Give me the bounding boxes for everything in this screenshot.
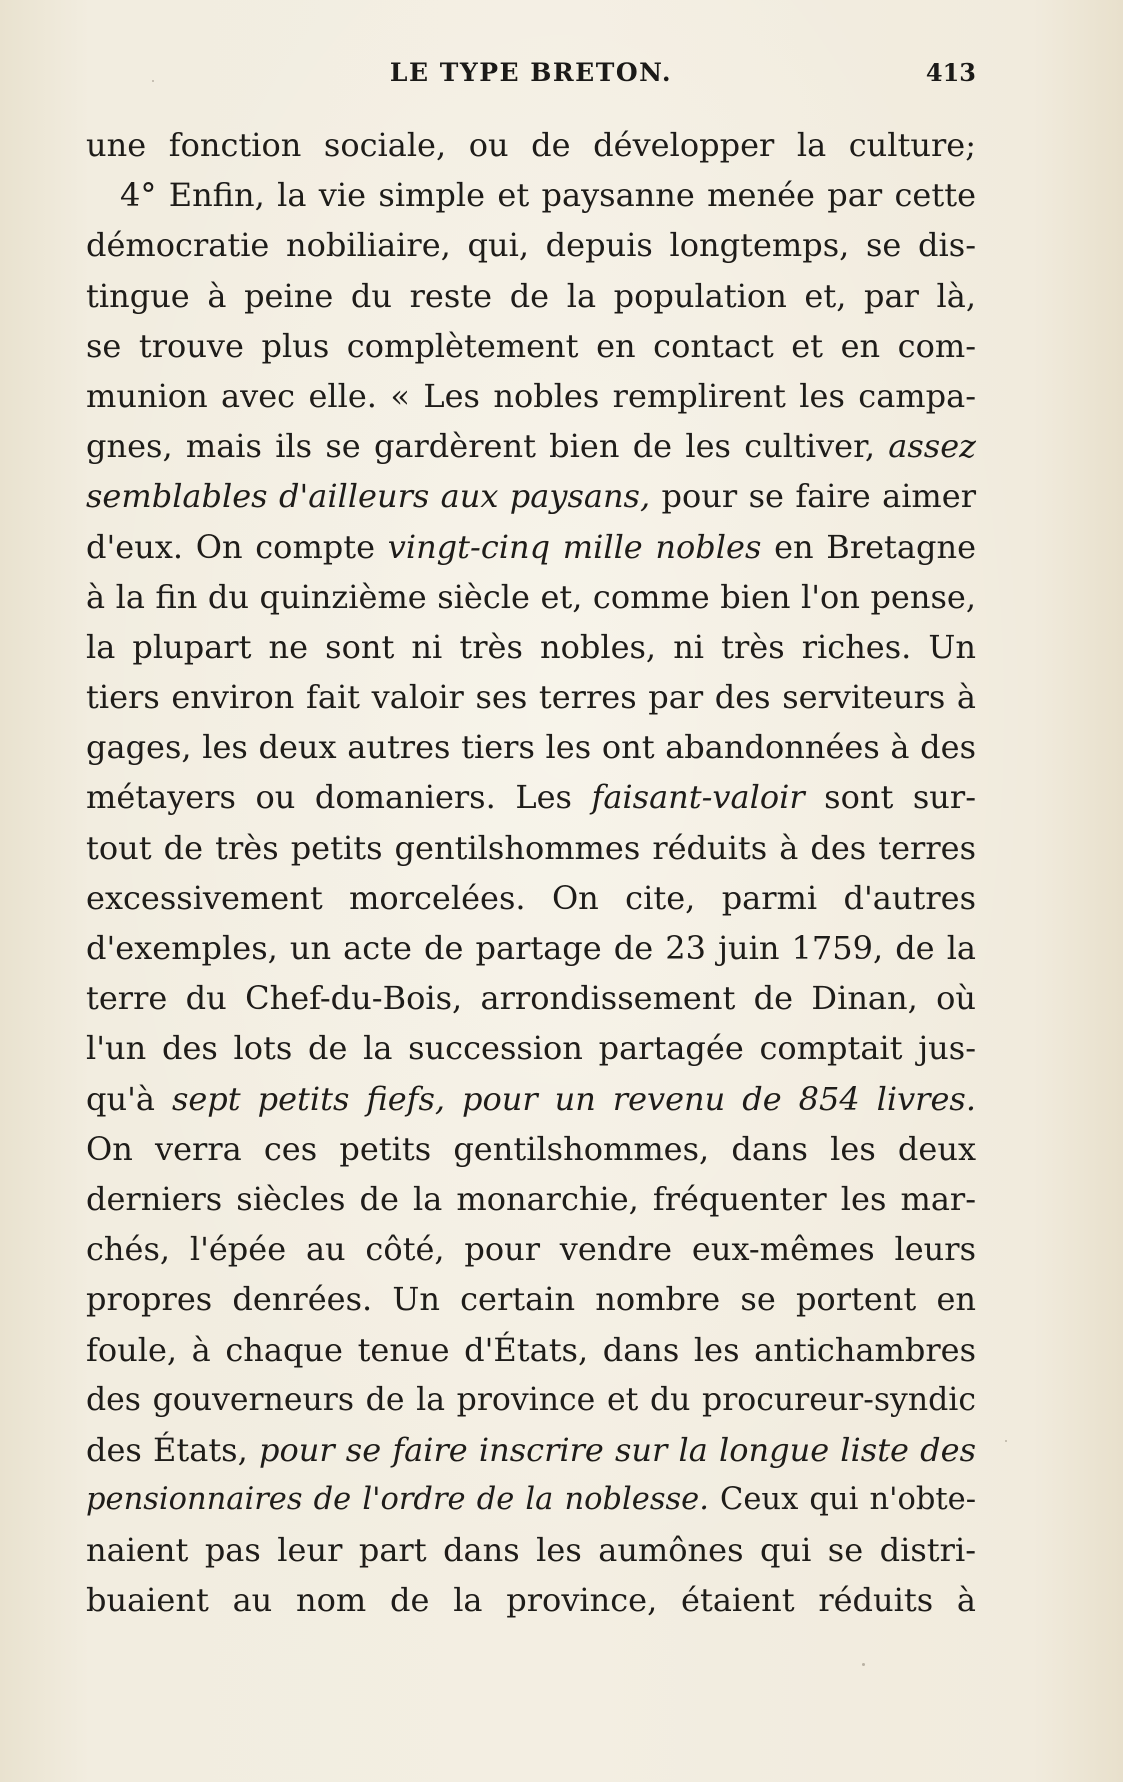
text-segment: tingue à peine du reste de la population et, par là, — [86, 276, 976, 315]
paper-speck — [1005, 1440, 1007, 1442]
text-segment: d'exemples, un acte de partage de 23 juin 1759, de la — [86, 929, 976, 967]
text-line — [86, 672, 976, 722]
page-number: 413 — [925, 58, 976, 87]
text-segment: une fonction sociale, ou de développer la culture; — [86, 126, 976, 164]
text-line — [86, 873, 976, 923]
text-segment: foule, à chaque tenue d'États, dans les antichambres — [86, 1330, 976, 1369]
text-segment: 4° Enfin, la vie simple et paysanne menée par cette — [120, 176, 976, 215]
italic-text: faisant-valoir — [591, 778, 805, 817]
text-segment: la plupart ne sont ni très nobles, ni très riches. Un — [86, 627, 976, 666]
text-line — [86, 220, 976, 270]
italic-text: assez — [888, 427, 976, 466]
text-segment: des gouverneurs de la province et du procureur-syndic — [86, 1381, 976, 1418]
text-segment: des États, — [86, 1430, 259, 1469]
text-segment: terre du Chef-du-Bois, arrondissement de Dinan, où — [86, 979, 976, 1018]
text-line — [86, 923, 976, 973]
text-line — [86, 1325, 976, 1375]
text-line — [86, 1174, 976, 1224]
text-line — [86, 421, 976, 471]
text-line — [86, 1425, 976, 1475]
text-segment: gnes, mais ils se gardèrent bien de les cultiver, — [86, 427, 889, 466]
text-segment: à la fin du quinzième siècle et, comme bien l'on pense, — [86, 577, 976, 616]
italic-text: sept petits fiefs, pour un revenu de 854 livres. — [171, 1079, 977, 1118]
text-line — [86, 1074, 976, 1124]
text-line — [86, 1525, 976, 1575]
text-segment: On verra ces petits gentilshommes, dans les deux — [86, 1129, 976, 1168]
text-line — [86, 1575, 976, 1625]
italic-text: pensionnaires de l'ordre de la noblesse. — [86, 1482, 709, 1518]
text-line — [86, 371, 976, 421]
text-segment: naient pas leur part dans les aumônes qui se distri- — [86, 1531, 976, 1570]
text-segment: tiers environ fait valoir ses terres par des serviteurs à — [86, 678, 976, 717]
text-segment: gages, les deux autres tiers les ont abandonnées à des — [86, 728, 976, 767]
text-segment: qu'à — [86, 1079, 172, 1118]
text-segment: sont sur- — [804, 778, 977, 817]
italic-text: pour se faire inscrire sur la longue liste des — [258, 1430, 977, 1469]
text-line — [86, 722, 976, 772]
text-line — [86, 471, 976, 521]
text-line — [86, 772, 976, 822]
text-line — [86, 622, 976, 672]
text-line — [86, 1375, 976, 1425]
body-text — [86, 120, 976, 1626]
text-segment: en Bretagne — [761, 527, 977, 566]
text-segment: démocratie nobiliaire, qui, depuis longtemps, se dis- — [86, 226, 976, 265]
text-segment: excessivement morcelées. On cite, parmi d'autres — [86, 878, 976, 917]
text-segment: munion avec elle. « Les nobles remplirent les campa- — [86, 376, 976, 415]
text-line — [86, 1224, 976, 1274]
text-segment: chés, l'épée au côté, pour vendre eux-mêmes leurs — [86, 1230, 976, 1269]
text-line — [86, 1023, 976, 1073]
text-segment: propres denrées. Un certain nombre se portent en — [86, 1280, 976, 1319]
text-line — [86, 271, 976, 321]
text-segment: métayers ou domaniers. Les — [86, 778, 592, 817]
text-line — [86, 170, 976, 220]
text-segment: derniers siècles de la monarchie, fréquenter les mar- — [86, 1179, 976, 1218]
paper-speck — [152, 80, 154, 82]
text-line — [86, 522, 976, 572]
text-segment: tout de très petits gentilshommes réduits à des terres — [86, 828, 976, 867]
italic-text: semblables d'ailleurs aux paysans, — [86, 477, 651, 516]
text-segment: l'un des lots de la succession partagée comptait jus- — [86, 1029, 976, 1068]
text-segment: Ceux qui n'obte- — [708, 1482, 977, 1518]
text-line — [86, 1274, 976, 1324]
text-line — [86, 321, 976, 371]
text-line — [86, 1124, 976, 1174]
text-segment: pour se faire aimer — [650, 477, 977, 516]
text-line — [86, 1475, 976, 1525]
text-segment: buaient au nom de la province, étaient réduits à — [86, 1581, 976, 1620]
running-head — [86, 52, 976, 96]
text-line — [86, 973, 976, 1023]
text-line — [86, 120, 976, 170]
text-segment: d'eux. On compte — [86, 527, 388, 566]
paper-speck — [862, 1663, 865, 1666]
running-title: LE TYPE BRETON. — [389, 58, 673, 87]
italic-text: vingt-cinq mille nobles — [387, 527, 762, 566]
text-line — [86, 572, 976, 622]
text-segment: se trouve plus complètement en contact et en com- — [86, 326, 976, 365]
text-line — [86, 823, 976, 873]
